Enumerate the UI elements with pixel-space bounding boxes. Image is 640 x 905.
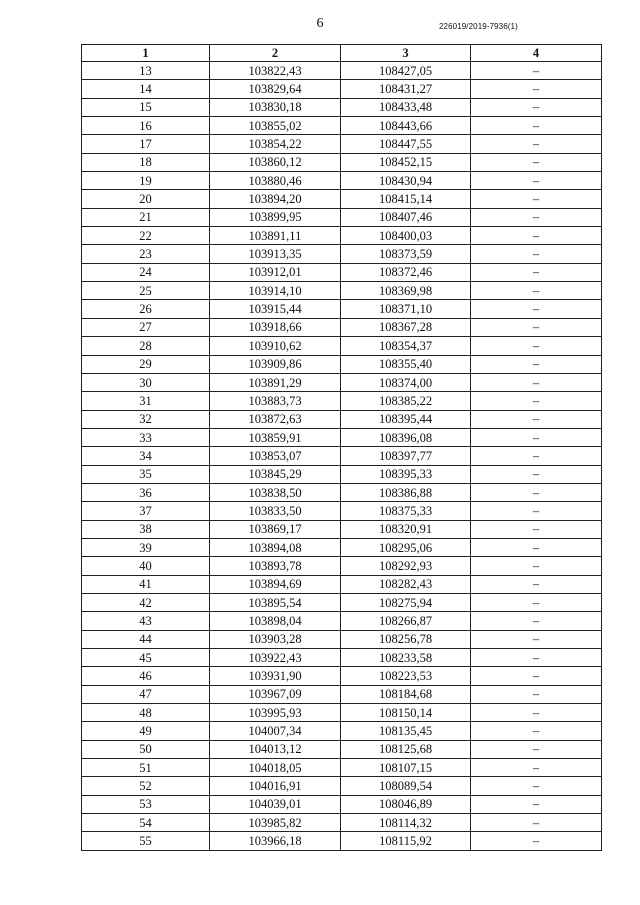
point-number-cell: 52 (82, 777, 210, 795)
point-number-cell: 23 (82, 245, 210, 263)
point-number-cell: 19 (82, 172, 210, 190)
point-number-cell: 30 (82, 373, 210, 391)
y-coordinate-cell: 108282,43 (341, 575, 471, 593)
note-cell: – (471, 153, 602, 171)
y-coordinate-cell: 108355,40 (341, 355, 471, 373)
column-header: 4 (471, 45, 602, 62)
point-number-cell: 40 (82, 557, 210, 575)
table-row (82, 190, 602, 208)
point-number-cell: 44 (82, 630, 210, 648)
table-row (82, 704, 602, 722)
x-coordinate-cell: 103830,18 (210, 98, 341, 116)
note-cell: – (471, 777, 602, 795)
point-number-cell: 24 (82, 263, 210, 281)
x-coordinate-cell: 103880,46 (210, 172, 341, 190)
x-coordinate-cell: 103829,64 (210, 80, 341, 98)
y-coordinate-cell: 108367,28 (341, 318, 471, 336)
table-row (82, 465, 602, 483)
table-row (82, 263, 602, 281)
y-coordinate-cell: 108266,87 (341, 612, 471, 630)
note-cell: – (471, 704, 602, 722)
y-coordinate-cell: 108107,15 (341, 759, 471, 777)
table-row (82, 612, 602, 630)
table-row (82, 208, 602, 226)
note-cell: – (471, 667, 602, 685)
coordinates-table (81, 44, 602, 851)
point-number-cell: 53 (82, 795, 210, 813)
y-coordinate-cell: 108407,46 (341, 208, 471, 226)
note-cell: – (471, 428, 602, 446)
table-row (82, 80, 602, 98)
y-coordinate-cell: 108373,59 (341, 245, 471, 263)
point-number-cell: 50 (82, 740, 210, 758)
point-number-cell: 34 (82, 447, 210, 465)
y-coordinate-cell: 108369,98 (341, 282, 471, 300)
note-cell: – (471, 447, 602, 465)
note-cell: – (471, 722, 602, 740)
table-row (82, 667, 602, 685)
table-row (82, 814, 602, 832)
y-coordinate-cell: 108433,48 (341, 98, 471, 116)
note-cell: – (471, 759, 602, 777)
x-coordinate-cell: 103995,93 (210, 704, 341, 722)
point-number-cell: 28 (82, 337, 210, 355)
point-number-cell: 49 (82, 722, 210, 740)
y-coordinate-cell: 108233,58 (341, 649, 471, 667)
y-coordinate-cell: 108372,46 (341, 263, 471, 281)
x-coordinate-cell: 103894,20 (210, 190, 341, 208)
table-header-row (82, 45, 602, 62)
table-row (82, 502, 602, 520)
note-cell: – (471, 227, 602, 245)
x-coordinate-cell: 103822,43 (210, 62, 341, 80)
y-coordinate-cell: 108150,14 (341, 704, 471, 722)
x-coordinate-cell: 103966,18 (210, 832, 341, 850)
point-number-cell: 32 (82, 410, 210, 428)
note-cell: – (471, 832, 602, 850)
table-row (82, 557, 602, 575)
x-coordinate-cell: 103913,35 (210, 245, 341, 263)
note-cell: – (471, 172, 602, 190)
table-row (82, 630, 602, 648)
column-header: 2 (210, 45, 341, 62)
note-cell: – (471, 337, 602, 355)
table-row (82, 740, 602, 758)
table-row (82, 282, 602, 300)
x-coordinate-cell: 103853,07 (210, 447, 341, 465)
y-coordinate-cell: 108385,22 (341, 392, 471, 410)
x-coordinate-cell: 103903,28 (210, 630, 341, 648)
point-number-cell: 45 (82, 649, 210, 667)
note-cell: – (471, 318, 602, 336)
column-header: 3 (341, 45, 471, 62)
x-coordinate-cell: 103893,78 (210, 557, 341, 575)
table-row (82, 722, 602, 740)
table-row (82, 98, 602, 116)
point-number-cell: 33 (82, 428, 210, 446)
point-number-cell: 16 (82, 117, 210, 135)
table-row (82, 447, 602, 465)
point-number-cell: 31 (82, 392, 210, 410)
x-coordinate-cell: 103912,01 (210, 263, 341, 281)
note-cell: – (471, 575, 602, 593)
note-cell: – (471, 135, 602, 153)
column-header: 1 (82, 45, 210, 62)
table-body (82, 62, 602, 851)
table-row (82, 117, 602, 135)
note-cell: – (471, 685, 602, 703)
note-cell: – (471, 190, 602, 208)
x-coordinate-cell: 103894,69 (210, 575, 341, 593)
point-number-cell: 22 (82, 227, 210, 245)
note-cell: – (471, 740, 602, 758)
y-coordinate-cell: 108415,14 (341, 190, 471, 208)
note-cell: – (471, 373, 602, 391)
note-cell: – (471, 795, 602, 813)
note-cell: – (471, 245, 602, 263)
table-row (82, 373, 602, 391)
table-row (82, 135, 602, 153)
x-coordinate-cell: 103895,54 (210, 593, 341, 611)
note-cell: – (471, 117, 602, 135)
x-coordinate-cell: 104013,12 (210, 740, 341, 758)
y-coordinate-cell: 108397,77 (341, 447, 471, 465)
y-coordinate-cell: 108371,10 (341, 300, 471, 318)
point-number-cell: 25 (82, 282, 210, 300)
note-cell: – (471, 483, 602, 501)
x-coordinate-cell: 104007,34 (210, 722, 341, 740)
note-cell: – (471, 80, 602, 98)
point-number-cell: 18 (82, 153, 210, 171)
x-coordinate-cell: 103872,63 (210, 410, 341, 428)
y-coordinate-cell: 108431,27 (341, 80, 471, 98)
x-coordinate-cell: 103883,73 (210, 392, 341, 410)
y-coordinate-cell: 108375,33 (341, 502, 471, 520)
note-cell: – (471, 557, 602, 575)
y-coordinate-cell: 108354,37 (341, 337, 471, 355)
table-row (82, 153, 602, 171)
table-row (82, 520, 602, 538)
table-row (82, 795, 602, 813)
x-coordinate-cell: 103860,12 (210, 153, 341, 171)
y-coordinate-cell: 108320,91 (341, 520, 471, 538)
point-number-cell: 13 (82, 62, 210, 80)
note-cell: – (471, 355, 602, 373)
point-number-cell: 20 (82, 190, 210, 208)
point-number-cell: 41 (82, 575, 210, 593)
table-row (82, 759, 602, 777)
note-cell: – (471, 630, 602, 648)
point-number-cell: 37 (82, 502, 210, 520)
x-coordinate-cell: 104039,01 (210, 795, 341, 813)
x-coordinate-cell: 103909,86 (210, 355, 341, 373)
point-number-cell: 36 (82, 483, 210, 501)
table-row (82, 172, 602, 190)
note-cell: – (471, 593, 602, 611)
x-coordinate-cell: 103967,09 (210, 685, 341, 703)
y-coordinate-cell: 108395,44 (341, 410, 471, 428)
table-row (82, 392, 602, 410)
note-cell: – (471, 410, 602, 428)
x-coordinate-cell: 103915,44 (210, 300, 341, 318)
x-coordinate-cell: 103833,50 (210, 502, 341, 520)
note-cell: – (471, 392, 602, 410)
point-number-cell: 42 (82, 593, 210, 611)
y-coordinate-cell: 108184,68 (341, 685, 471, 703)
table-row (82, 355, 602, 373)
x-coordinate-cell: 103891,29 (210, 373, 341, 391)
x-coordinate-cell: 103918,66 (210, 318, 341, 336)
y-coordinate-cell: 108386,88 (341, 483, 471, 501)
note-cell: – (471, 300, 602, 318)
note-cell: – (471, 263, 602, 281)
y-coordinate-cell: 108256,78 (341, 630, 471, 648)
y-coordinate-cell: 108430,94 (341, 172, 471, 190)
y-coordinate-cell: 108115,92 (341, 832, 471, 850)
y-coordinate-cell: 108396,08 (341, 428, 471, 446)
x-coordinate-cell: 103899,95 (210, 208, 341, 226)
point-number-cell: 21 (82, 208, 210, 226)
x-coordinate-cell: 103894,08 (210, 538, 341, 556)
x-coordinate-cell: 103891,11 (210, 227, 341, 245)
x-coordinate-cell: 103854,22 (210, 135, 341, 153)
y-coordinate-cell: 108089,54 (341, 777, 471, 795)
point-number-cell: 54 (82, 814, 210, 832)
table-row (82, 337, 602, 355)
table-row (82, 685, 602, 703)
y-coordinate-cell: 108223,53 (341, 667, 471, 685)
x-coordinate-cell: 103845,29 (210, 465, 341, 483)
x-coordinate-cell: 104018,05 (210, 759, 341, 777)
point-number-cell: 55 (82, 832, 210, 850)
y-coordinate-cell: 108452,15 (341, 153, 471, 171)
table-row (82, 538, 602, 556)
point-number-cell: 15 (82, 98, 210, 116)
table-row (82, 410, 602, 428)
y-coordinate-cell: 108295,06 (341, 538, 471, 556)
table-row (82, 300, 602, 318)
note-cell: – (471, 502, 602, 520)
table-row (82, 483, 602, 501)
point-number-cell: 48 (82, 704, 210, 722)
y-coordinate-cell: 108135,45 (341, 722, 471, 740)
x-coordinate-cell: 103855,02 (210, 117, 341, 135)
y-coordinate-cell: 108114,32 (341, 814, 471, 832)
document-id: 226019/2019-7936(1) (439, 22, 518, 31)
y-coordinate-cell: 108125,68 (341, 740, 471, 758)
y-coordinate-cell: 108443,66 (341, 117, 471, 135)
point-number-cell: 47 (82, 685, 210, 703)
y-coordinate-cell: 108292,93 (341, 557, 471, 575)
note-cell: – (471, 62, 602, 80)
point-number-cell: 29 (82, 355, 210, 373)
table-row (82, 575, 602, 593)
point-number-cell: 14 (82, 80, 210, 98)
point-number-cell: 43 (82, 612, 210, 630)
note-cell: – (471, 208, 602, 226)
point-number-cell: 39 (82, 538, 210, 556)
note-cell: – (471, 538, 602, 556)
point-number-cell: 27 (82, 318, 210, 336)
note-cell: – (471, 98, 602, 116)
x-coordinate-cell: 103869,17 (210, 520, 341, 538)
y-coordinate-cell: 108447,55 (341, 135, 471, 153)
note-cell: – (471, 520, 602, 538)
note-cell: – (471, 612, 602, 630)
x-coordinate-cell: 104016,91 (210, 777, 341, 795)
x-coordinate-cell: 103838,50 (210, 483, 341, 501)
x-coordinate-cell: 103922,43 (210, 649, 341, 667)
x-coordinate-cell: 103898,04 (210, 612, 341, 630)
table-row (82, 318, 602, 336)
x-coordinate-cell: 103931,90 (210, 667, 341, 685)
point-number-cell: 51 (82, 759, 210, 777)
table-row (82, 428, 602, 446)
x-coordinate-cell: 103910,62 (210, 337, 341, 355)
y-coordinate-cell: 108374,00 (341, 373, 471, 391)
table-row (82, 245, 602, 263)
point-number-cell: 46 (82, 667, 210, 685)
note-cell: – (471, 649, 602, 667)
note-cell: – (471, 814, 602, 832)
note-cell: – (471, 465, 602, 483)
point-number-cell: 26 (82, 300, 210, 318)
point-number-cell: 35 (82, 465, 210, 483)
table-row (82, 593, 602, 611)
y-coordinate-cell: 108275,94 (341, 593, 471, 611)
table-row (82, 832, 602, 850)
y-coordinate-cell: 108427,05 (341, 62, 471, 80)
y-coordinate-cell: 108400,03 (341, 227, 471, 245)
table-row (82, 777, 602, 795)
table-row (82, 62, 602, 80)
table-row (82, 649, 602, 667)
note-cell: – (471, 282, 602, 300)
table-row (82, 227, 602, 245)
x-coordinate-cell: 103859,91 (210, 428, 341, 446)
page-number: 6 (316, 16, 324, 31)
x-coordinate-cell: 103985,82 (210, 814, 341, 832)
y-coordinate-cell: 108046,89 (341, 795, 471, 813)
point-number-cell: 17 (82, 135, 210, 153)
x-coordinate-cell: 103914,10 (210, 282, 341, 300)
y-coordinate-cell: 108395,33 (341, 465, 471, 483)
point-number-cell: 38 (82, 520, 210, 538)
